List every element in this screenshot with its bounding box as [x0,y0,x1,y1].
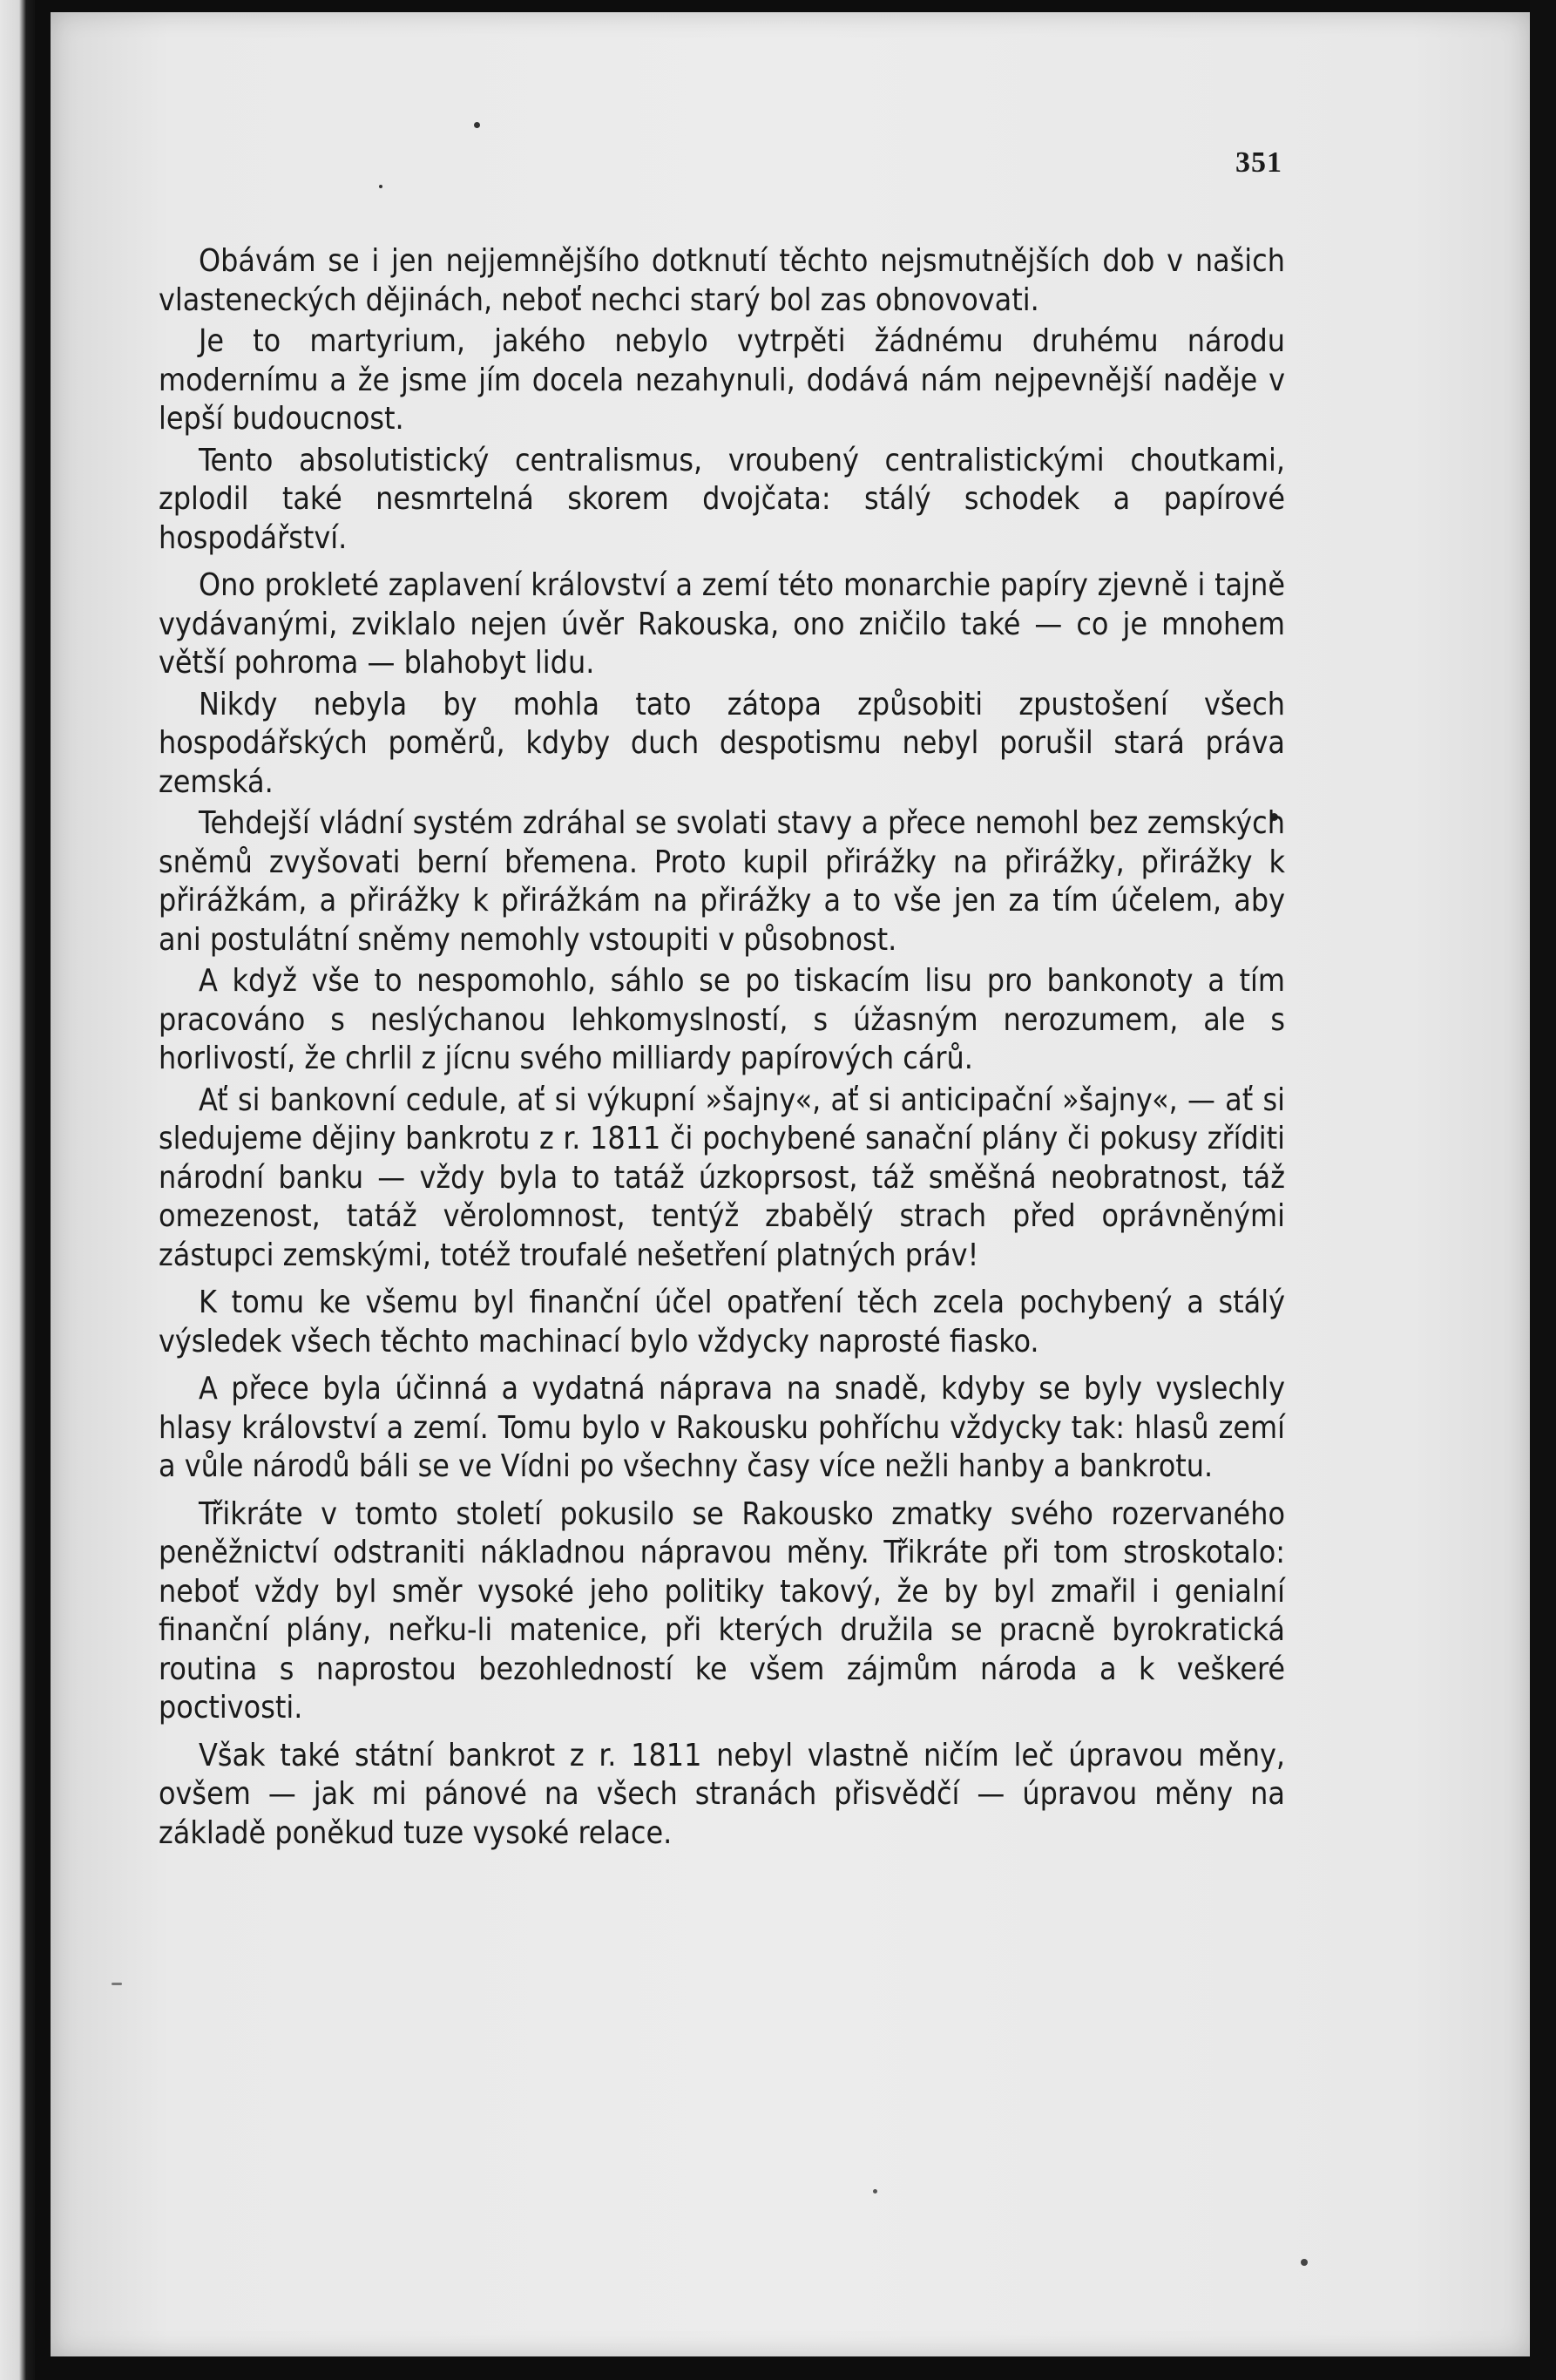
paragraph: K tomu ke všemu byl finanční účel opatření těch zcela pochybený a stálý výsledek všech těchto machinací bylo vždycky naprosté fiasko. [159,1285,1285,1360]
dust-speck [112,1983,122,1985]
dust-speck [1301,2259,1308,2266]
dust-speck [873,2189,877,2194]
paragraph: Tento absolutistický centralismus, vroubený centralistickými choutkami, zplodil také nesmrtelná skorem dvojčata: stálý schodek a papírové hospodářství. [159,442,1285,556]
paragraph: Však také státní bankrot z r. 1811 nebyl vlastně ničím leč úpravou měny, ovšem — jak mi pánové na všech stranách přisvědčí — úpravou měny na základě poněkud tuze vysoké relace. [159,1737,1285,1851]
paragraph: Je to martyrium, jakého nebylo vytrpěti žádnému druhému národu modernímu a že jsme jím docela nezahynuli, dodává nám nejpevnější naděje v lepší budoucnost. [159,323,1285,437]
page-number: 351 [1235,146,1282,179]
paragraph: Ať si bankovní cedule, ať si výkupní »šajny«, ať si anticipační »šajny«, — ať si sledujeme dějiny bankrotu z r. 1811 či pochybené sanační plány či pokusy zříditi národní banku — vždy byla to tatáž úzkoprsost, táž směšná neobratnost, táž omezenost, tatáž věrolomnost, tentýž zbabělý strach před oprávněnými zástupci zemskými, totéž troufalé nešetření platných práv! [159,1082,1285,1273]
dust-speck [474,122,480,128]
paragraph: Nikdy nebyla by mohla tato zátopa způsobiti zpustošení všech hospodářských poměrů, kdyby duch despotismu nebyl porušil stará práva zemská. [159,686,1285,800]
body-text [159,242,1285,1855]
paragraph: A když vše to nespomohlo, sáhlo se po tiskacím lisu pro bankonoty a tím pracováno s neslýchanou lehkomyslností, s úžasným nerozumem, ale s horlivostí, že chrlil z jícnu svého milliardy papírových cárů. [159,963,1285,1076]
paragraph: Tehdejší vládní systém zdráhal se svolati stavy a přece nemohl bez zemských sněmů zvyšovati berní břemena. Proto kupil přirážky na přirážky, přirážky k přirážkám, a přirážky k přirážkám na přirážky a to vše jen za tím účelem, aby ani postulátní sněmy nemohly vstoupiti v působnost. [159,805,1285,958]
paragraph: Třikráte v tomto století pokusilo se Rakousko zmatky svého rozervaného peněžnictví odstraniti nákladnou nápravou měny. Třikráte při tom stroskotalo: neboť vždy byl směr vysoké jeho politiky takový, že by byl zmařil i genialní finanční plány, neřku-li matenice, při kterých družila se pracně byrokratická routina s naprostou bezohledností ke všem zájmům národa a k veškeré poctivosti. [159,1495,1285,1726]
dust-speck [379,185,382,188]
paragraph: A přece byla účinná a vydatná náprava na snadě, kdyby se byly vyslechly hlasy království a zemí. Tomu bylo v Rakousku pohříchu vždycky tak: hlasů zemí a vůle národů báli se ve Vídni po všechny časy více nežli hanby a bankrotu. [159,1371,1285,1484]
left-page-edge [0,0,35,2380]
paragraph: Ono prokleté zaplavení království a zemí této monarchie papíry zjevně i tajně vydávanými, zviklalo nejen úvěr Rakouska, ono zničilo také — co je mnohem větší pohroma — blahobyt lidu. [159,567,1285,681]
paragraph: Obávám se i jen nejjemnějšího dotknutí těchto nejsmutnějších dob v našich vlasteneckých dějinách, neboť nechci starý bol zas obnovovati. [159,243,1285,318]
right-scan-edge [1530,0,1556,2380]
